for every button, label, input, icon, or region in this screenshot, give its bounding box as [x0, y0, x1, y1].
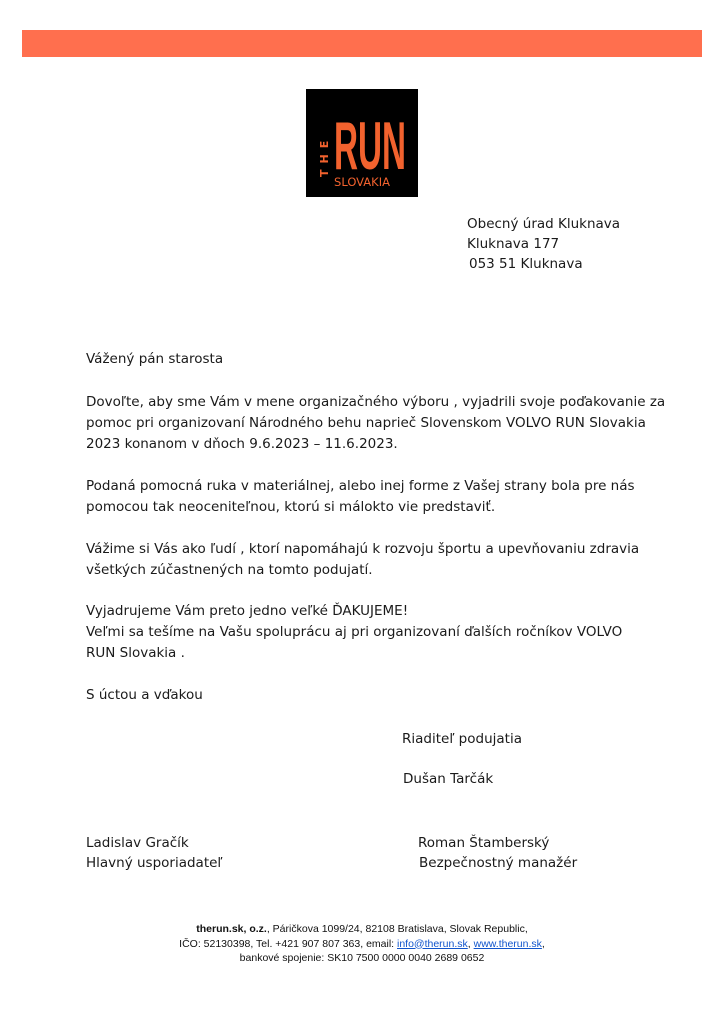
footer-ico-tel: IČO: 52130398, Tel. +421 907 807 363, email:: [179, 937, 397, 950]
right-signatory-title: Bezpečnostný manažér: [419, 855, 578, 871]
paragraph-line: Dovoľte, aby sme Vám v mene organizačného výboru , vyjadrili svoje poďakovanie za: [86, 394, 666, 410]
paragraph-line: Vyjadrujeme Vám preto jedno veľké ĎAKUJEME!: [86, 603, 409, 619]
recipient-line: 053 51 Kluknava: [469, 256, 583, 272]
paragraph-2: [86, 476, 635, 518]
director-title: Riaditeľ podujatia: [402, 731, 522, 747]
the-run-slovakia-logo: [306, 89, 418, 197]
recipient-address: [467, 214, 620, 274]
paragraph-line: pomoc pri organizovaní Národného behu naprieč Slovenskom VOLVO RUN Slovakia: [86, 415, 646, 431]
logo-run-text: RUN: [334, 108, 406, 184]
footer-line-1: [0, 922, 724, 937]
footer-bank: bankové spojenie: SK10 7500 0000 0040 2689 0652: [239, 952, 485, 964]
paragraph-line: Veľmi sa tešíme na Vašu spoluprácu aj pri organizovaní ďalších ročníkov VOLVO: [86, 624, 623, 640]
footer: [0, 922, 724, 966]
director-name: Dušan Tarčák: [403, 771, 494, 787]
paragraph-4: [86, 601, 622, 664]
footer-line-2: [0, 937, 724, 952]
paragraph-1: [86, 392, 665, 455]
footer-web-link[interactable]: www.therun.sk: [473, 937, 542, 950]
right-signatory-name: Roman Štamberský: [418, 835, 550, 851]
salutation: Vážený pán starosta: [86, 351, 224, 367]
paragraph-line: 2023 konanom v dňoch 9.6.2023 – 11.6.2023.: [86, 436, 398, 452]
paragraph-line: Vážime si Vás ako ľudí , ktorí napomáhajú k rozvoju športu a upevňovaniu zdravia: [86, 541, 640, 557]
logo-graphic: [306, 89, 418, 197]
paragraph-3: [86, 539, 639, 581]
footer-email-link[interactable]: info@therun.sk: [397, 937, 468, 950]
footer-end: ,: [541, 937, 545, 950]
paragraph-line: RUN Slovakia .: [86, 645, 185, 661]
closing: S úctou a vďakou: [86, 687, 203, 703]
recipient-line: Kluknava 177: [467, 236, 560, 252]
footer-separator: ,: [467, 937, 474, 950]
paragraph-line: pomocou tak neoceniteľnou, ktorú si málokto vie predstaviť.: [86, 499, 496, 515]
recipient-line: Obecný úrad Kluknava: [467, 216, 621, 232]
left-signatory-title: Hlavný usporiadateľ: [86, 855, 223, 871]
logo-slovakia-text: SLOVAKIA: [334, 175, 390, 189]
footer-address: , Páričkova 1099/24, 82108 Bratislava, Slovak Republic,: [266, 923, 528, 935]
header-accent-bar: [22, 30, 702, 57]
logo-the-text: THE: [318, 134, 331, 177]
paragraph-line: všetkých zúčastnených na tomto podujatí.: [86, 562, 373, 578]
footer-org: therun.sk, o.z.: [196, 923, 267, 935]
left-signatory-name: Ladislav Gračík: [86, 835, 189, 851]
paragraph-line: Podaná pomocná ruka v materiálnej, alebo inej forme z Vašej strany bola pre nás: [86, 478, 635, 494]
